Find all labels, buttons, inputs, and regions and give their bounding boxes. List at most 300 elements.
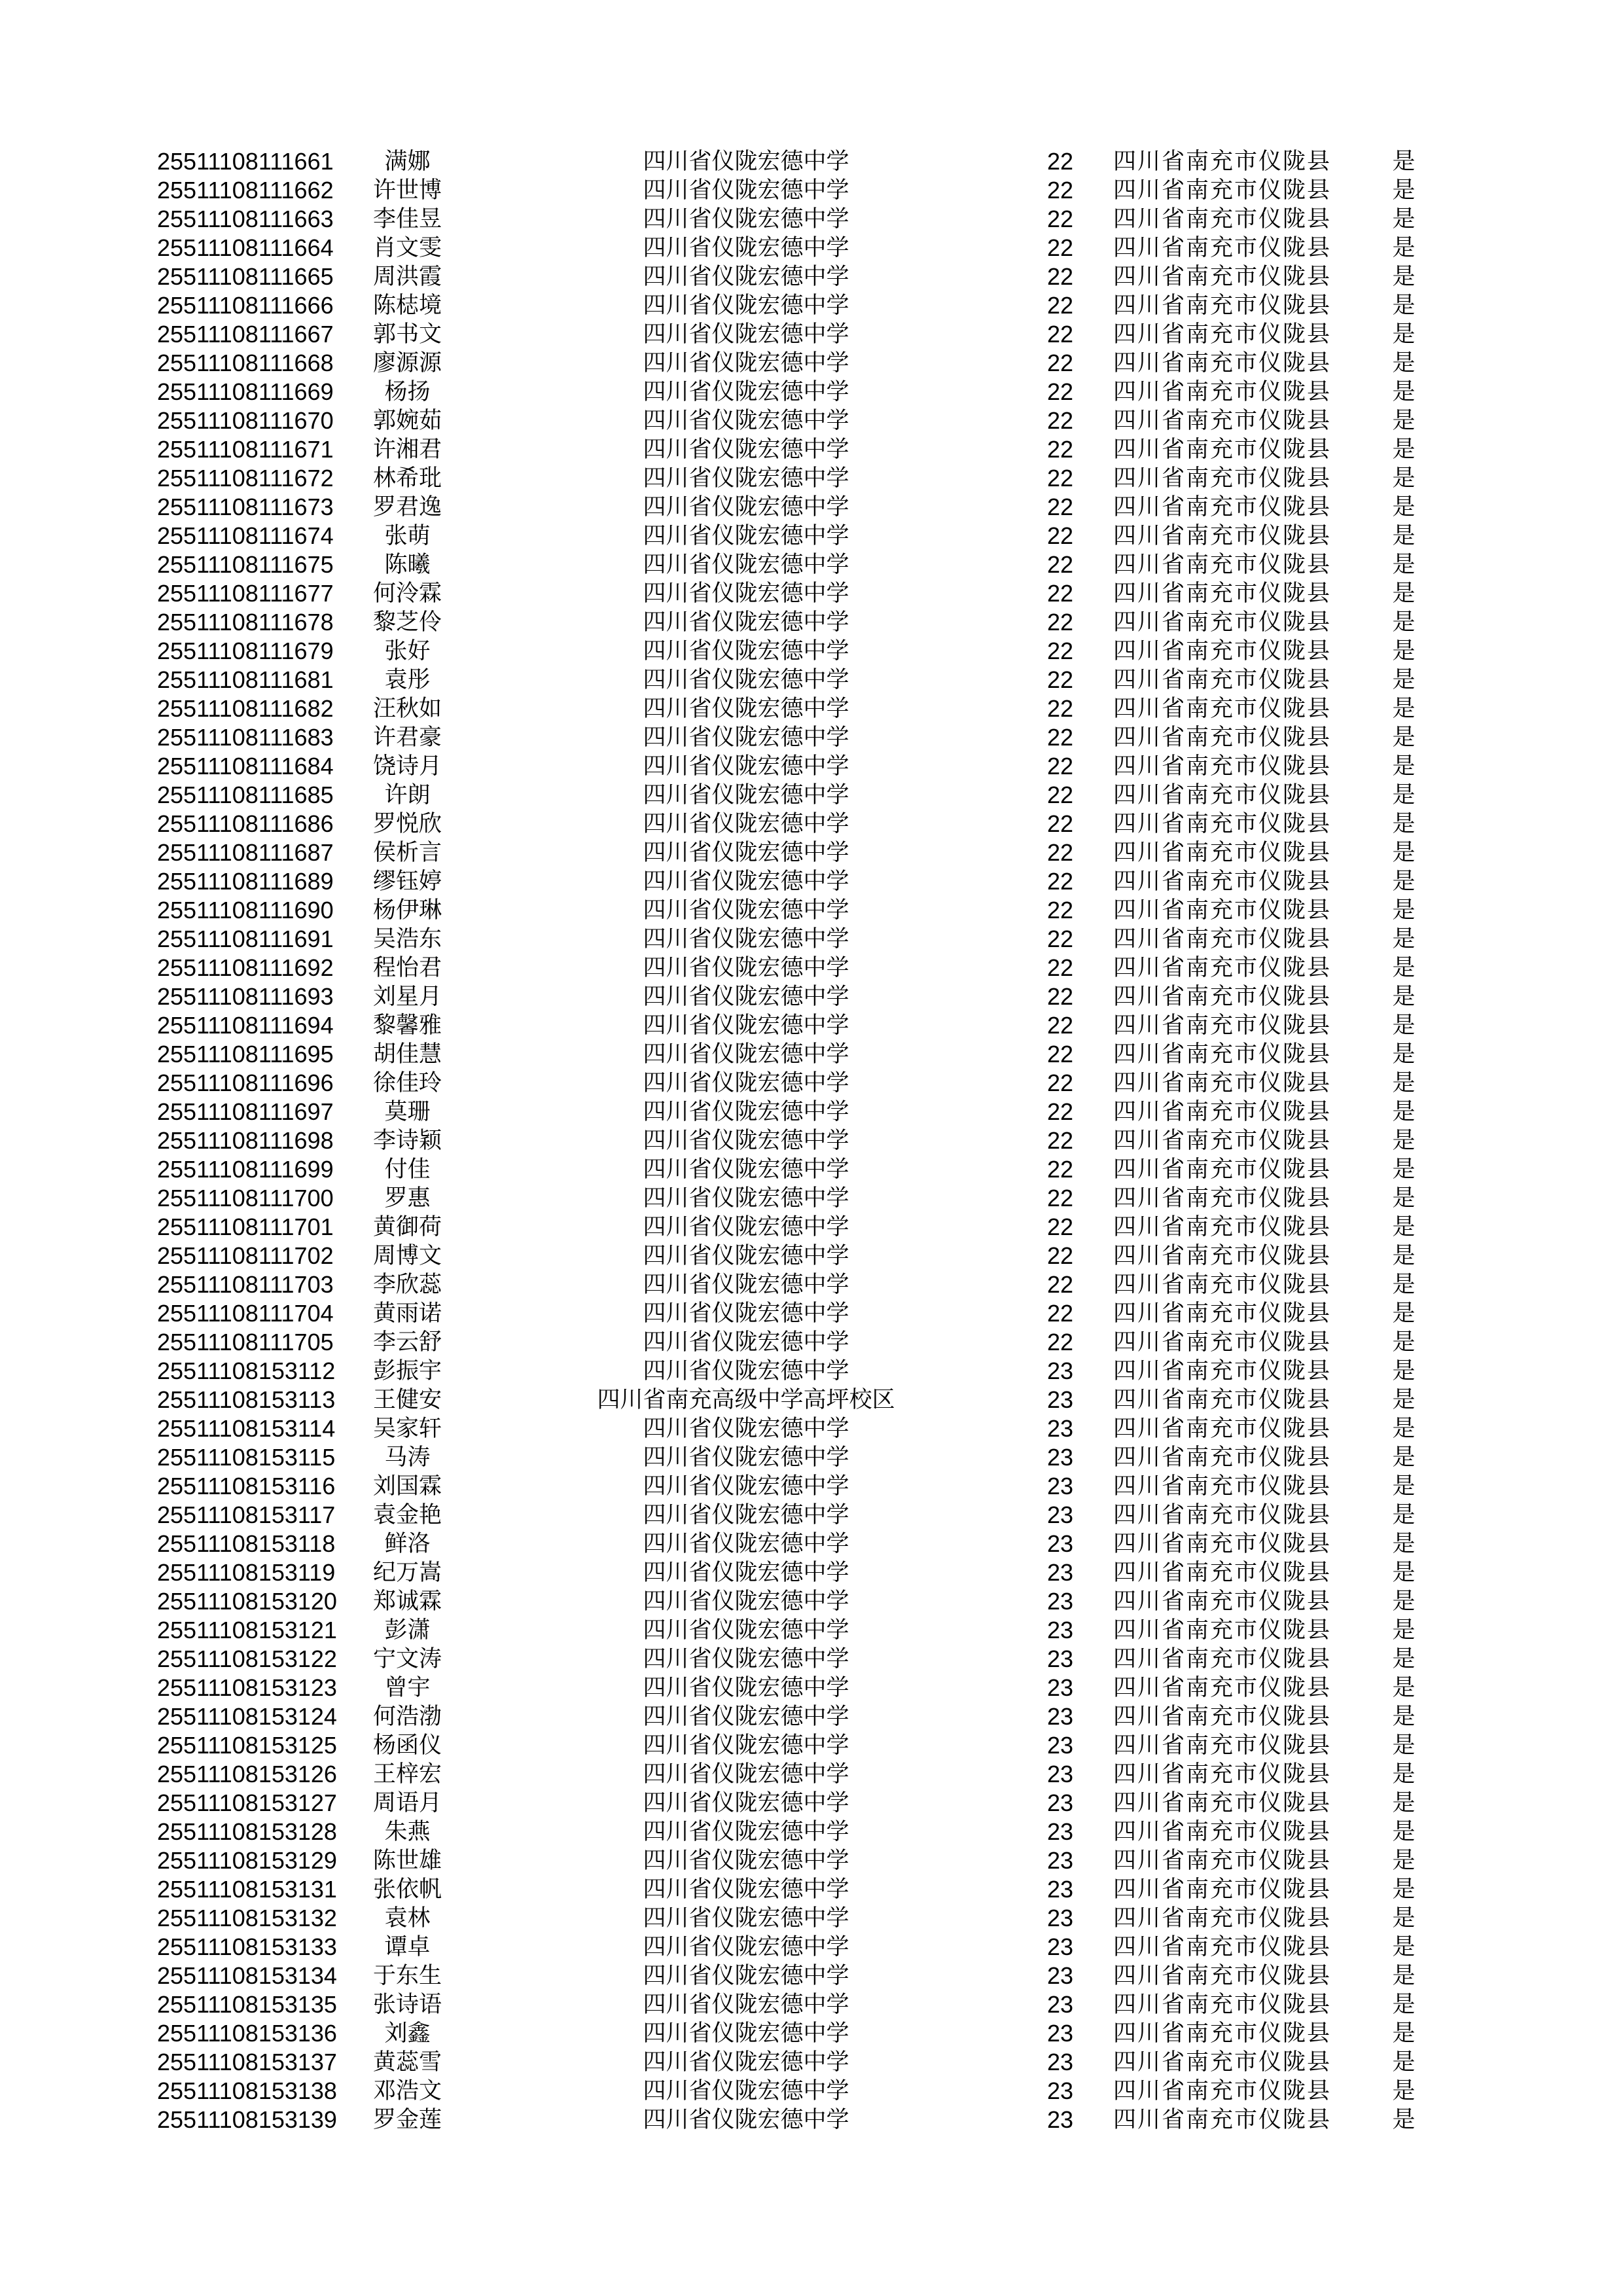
table-row bbox=[0, 1645, 1623, 1674]
student-name-cell: 杨扬 bbox=[384, 379, 431, 404]
table-row bbox=[0, 1558, 1623, 1587]
school-cell: 四川省仪陇宏德中学 bbox=[643, 1704, 849, 1729]
student-id-cell: 25511108153134 bbox=[157, 1962, 337, 1989]
group-number-cell: 23 bbox=[1046, 1761, 1074, 1787]
group-number-cell: 23 bbox=[1046, 2106, 1074, 2133]
table-row bbox=[0, 925, 1623, 954]
row-left-margin bbox=[0, 522, 157, 550]
group-number-cell: 22 bbox=[1046, 206, 1074, 232]
county-cell: 四川省南充市仪陇县 bbox=[1113, 1531, 1331, 1556]
table-row bbox=[0, 378, 1623, 406]
row-left-margin bbox=[0, 896, 157, 925]
row-left-margin bbox=[0, 1414, 157, 1443]
group-number-cell: 22 bbox=[1046, 321, 1074, 348]
school-cell: 四川省仪陇宏德中学 bbox=[643, 177, 849, 203]
student-id-cell: 25511108153123 bbox=[157, 1674, 337, 1701]
school-cell: 四川省仪陇宏德中学 bbox=[643, 725, 849, 750]
student-id-cell: 25511108111682 bbox=[157, 695, 334, 722]
county-cell: 四川省南充市仪陇县 bbox=[1113, 437, 1331, 462]
confirm-flag-cell: 是 bbox=[1392, 1992, 1416, 2017]
confirm-flag-cell: 是 bbox=[1392, 379, 1416, 404]
county-cell: 四川省南充市仪陇县 bbox=[1113, 696, 1331, 721]
group-number-cell: 22 bbox=[1046, 954, 1074, 981]
county-cell: 四川省南充市仪陇县 bbox=[1113, 1387, 1331, 1412]
county-cell: 四川省南充市仪陇县 bbox=[1113, 926, 1331, 952]
confirm-flag-cell: 是 bbox=[1392, 638, 1416, 664]
table-row bbox=[0, 2077, 1623, 2106]
table-row bbox=[0, 1789, 1623, 1818]
school-cell: 四川省仪陇宏德中学 bbox=[643, 1185, 849, 1211]
student-name-cell: 王梓宏 bbox=[372, 1761, 442, 1787]
student-id-cell: 25511108111686 bbox=[157, 810, 334, 837]
confirm-flag-cell: 是 bbox=[1392, 1963, 1416, 1988]
group-number-cell: 23 bbox=[1046, 1674, 1074, 1701]
row-left-margin bbox=[0, 1818, 157, 1846]
county-cell: 四川省南充市仪陇县 bbox=[1113, 465, 1331, 491]
row-left-margin bbox=[0, 2019, 157, 2048]
county-cell: 四川省南充市仪陇县 bbox=[1113, 1329, 1331, 1355]
group-number-cell: 22 bbox=[1046, 436, 1074, 463]
student-name-cell: 罗惠 bbox=[384, 1185, 431, 1211]
county-cell: 四川省南充市仪陇县 bbox=[1113, 206, 1331, 232]
student-name-cell: 黎馨雅 bbox=[372, 1013, 442, 1038]
confirm-flag-cell: 是 bbox=[1392, 264, 1416, 289]
group-number-cell: 23 bbox=[1046, 1933, 1074, 1960]
confirm-flag-cell: 是 bbox=[1392, 1272, 1416, 1297]
student-name-cell: 何浩渤 bbox=[372, 1704, 442, 1729]
county-cell: 四川省南充市仪陇县 bbox=[1113, 408, 1331, 433]
school-cell: 四川省仪陇宏德中学 bbox=[643, 869, 849, 894]
group-number-cell: 22 bbox=[1046, 1300, 1074, 1327]
county-cell: 四川省南充市仪陇县 bbox=[1113, 235, 1331, 260]
school-cell: 四川省仪陇宏德中学 bbox=[643, 1876, 849, 1902]
student-id-cell: 25511108111695 bbox=[157, 1041, 334, 1067]
school-cell: 四川省仪陇宏德中学 bbox=[643, 1560, 849, 1585]
school-cell: 四川省仪陇宏德中学 bbox=[643, 782, 849, 808]
student-name-cell: 许朗 bbox=[384, 782, 431, 808]
row-left-margin bbox=[0, 493, 157, 522]
confirm-flag-cell: 是 bbox=[1392, 321, 1416, 347]
group-number-cell: 22 bbox=[1046, 407, 1074, 434]
student-id-cell: 25511108111690 bbox=[157, 897, 334, 924]
row-left-margin bbox=[0, 147, 157, 176]
row-left-margin bbox=[0, 1011, 157, 1040]
county-cell: 四川省南充市仪陇县 bbox=[1113, 984, 1331, 1009]
table-row bbox=[0, 1270, 1623, 1299]
student-id-cell: 25511108111663 bbox=[157, 206, 334, 232]
school-cell: 四川省仪陇宏德中学 bbox=[643, 1790, 849, 1816]
county-cell: 四川省南充市仪陇县 bbox=[1113, 782, 1331, 808]
confirm-flag-cell: 是 bbox=[1392, 2078, 1416, 2104]
county-cell: 四川省南充市仪陇县 bbox=[1113, 523, 1331, 548]
table-row bbox=[0, 579, 1623, 608]
row-left-margin bbox=[0, 1846, 157, 1875]
confirm-flag-cell: 是 bbox=[1392, 465, 1416, 491]
table-row bbox=[0, 493, 1623, 522]
row-left-margin bbox=[0, 1184, 157, 1213]
county-cell: 四川省南充市仪陇县 bbox=[1113, 1761, 1331, 1787]
row-left-margin bbox=[0, 1501, 157, 1530]
student-name-cell: 饶诗月 bbox=[372, 753, 442, 779]
student-name-cell: 侯析言 bbox=[372, 840, 442, 865]
student-name-cell: 许君豪 bbox=[372, 725, 442, 750]
row-left-margin bbox=[0, 1069, 157, 1098]
student-id-cell: 25511108111694 bbox=[157, 1012, 334, 1039]
confirm-flag-cell: 是 bbox=[1392, 955, 1416, 980]
county-cell: 四川省南充市仪陇县 bbox=[1113, 581, 1331, 606]
confirm-flag-cell: 是 bbox=[1392, 667, 1416, 692]
row-left-margin bbox=[0, 723, 157, 752]
row-left-margin bbox=[0, 781, 157, 810]
group-number-cell: 22 bbox=[1046, 637, 1074, 664]
school-cell: 四川省仪陇宏德中学 bbox=[643, 638, 849, 664]
confirm-flag-cell: 是 bbox=[1392, 1560, 1416, 1585]
student-name-cell: 邓浩文 bbox=[372, 2078, 442, 2104]
student-id-cell: 25511108111698 bbox=[157, 1127, 334, 1154]
table-row bbox=[0, 1904, 1623, 1933]
table-row bbox=[0, 2019, 1623, 2048]
confirm-flag-cell: 是 bbox=[1392, 782, 1416, 808]
confirm-flag-cell: 是 bbox=[1392, 753, 1416, 779]
student-name-cell: 廖源源 bbox=[372, 350, 442, 376]
row-left-margin bbox=[0, 982, 157, 1011]
group-number-cell: 22 bbox=[1046, 781, 1074, 808]
county-cell: 四川省南充市仪陇县 bbox=[1113, 350, 1331, 376]
row-left-margin bbox=[0, 234, 157, 262]
school-cell: 四川省仪陇宏德中学 bbox=[643, 1819, 849, 1844]
group-number-cell: 22 bbox=[1046, 1185, 1074, 1211]
student-id-cell: 25511108111683 bbox=[157, 724, 334, 751]
student-id-cell: 25511108111685 bbox=[157, 781, 334, 808]
group-number-cell: 23 bbox=[1046, 1905, 1074, 1931]
table-row bbox=[0, 1098, 1623, 1126]
school-cell: 四川省仪陇宏德中学 bbox=[643, 379, 849, 404]
confirm-flag-cell: 是 bbox=[1392, 523, 1416, 548]
group-number-cell: 23 bbox=[1046, 1703, 1074, 1730]
table-row bbox=[0, 1040, 1623, 1069]
student-name-cell: 郭书文 bbox=[372, 321, 442, 347]
school-cell: 四川省仪陇宏德中学 bbox=[643, 2020, 849, 2046]
table-row bbox=[0, 291, 1623, 320]
student-id-cell: 25511108111661 bbox=[157, 148, 334, 175]
school-cell: 四川省仪陇宏德中学 bbox=[643, 1099, 849, 1124]
row-left-margin bbox=[0, 1443, 157, 1472]
confirm-flag-cell: 是 bbox=[1392, 581, 1416, 606]
student-name-cell: 许世博 bbox=[372, 177, 442, 203]
student-name-cell: 李欣蕊 bbox=[372, 1272, 442, 1297]
row-left-margin bbox=[0, 1328, 157, 1357]
table-row bbox=[0, 1299, 1623, 1328]
row-left-margin bbox=[0, 666, 157, 694]
row-left-margin bbox=[0, 176, 157, 205]
school-cell: 四川省仪陇宏德中学 bbox=[643, 321, 849, 347]
county-cell: 四川省南充市仪陇县 bbox=[1113, 753, 1331, 779]
row-left-margin bbox=[0, 1040, 157, 1069]
confirm-flag-cell: 是 bbox=[1392, 1300, 1416, 1326]
confirm-flag-cell: 是 bbox=[1392, 1243, 1416, 1268]
county-cell: 四川省南充市仪陇县 bbox=[1113, 1243, 1331, 1268]
row-left-margin bbox=[0, 1530, 157, 1558]
school-cell: 四川省仪陇宏德中学 bbox=[643, 2107, 849, 2132]
school-cell: 四川省仪陇宏德中学 bbox=[643, 408, 849, 433]
confirm-flag-cell: 是 bbox=[1392, 609, 1416, 635]
county-cell: 四川省南充市仪陇县 bbox=[1113, 1560, 1331, 1585]
row-left-margin bbox=[0, 1731, 157, 1760]
row-left-margin bbox=[0, 1357, 157, 1386]
student-id-cell: 25511108111705 bbox=[157, 1329, 334, 1355]
county-cell: 四川省南充市仪陇县 bbox=[1113, 1214, 1331, 1240]
confirm-flag-cell: 是 bbox=[1392, 1905, 1416, 1931]
row-left-margin bbox=[0, 1904, 157, 1933]
student-name-cell: 何泠霖 bbox=[372, 581, 442, 606]
student-name-cell: 黄御荷 bbox=[372, 1214, 442, 1240]
school-cell: 四川省仪陇宏德中学 bbox=[643, 523, 849, 548]
student-name-cell: 满娜 bbox=[384, 149, 431, 174]
group-number-cell: 22 bbox=[1046, 1329, 1074, 1355]
county-cell: 四川省南充市仪陇县 bbox=[1113, 1185, 1331, 1211]
student-id-cell: 25511108153120 bbox=[157, 1588, 337, 1615]
confirm-flag-cell: 是 bbox=[1392, 437, 1416, 462]
county-cell: 四川省南充市仪陇县 bbox=[1113, 2049, 1331, 2075]
student-id-cell: 25511108111672 bbox=[157, 465, 334, 492]
confirm-flag-cell: 是 bbox=[1392, 1675, 1416, 1700]
row-left-margin bbox=[0, 1702, 157, 1731]
confirm-flag-cell: 是 bbox=[1392, 1041, 1416, 1067]
row-left-margin bbox=[0, 637, 157, 666]
county-cell: 四川省南充市仪陇县 bbox=[1113, 321, 1331, 347]
confirm-flag-cell: 是 bbox=[1392, 1013, 1416, 1038]
student-id-cell: 25511108111678 bbox=[157, 609, 334, 636]
confirm-flag-cell: 是 bbox=[1392, 1617, 1416, 1643]
school-cell: 四川省仪陇宏德中学 bbox=[643, 1675, 849, 1700]
student-id-cell: 25511108111701 bbox=[157, 1213, 334, 1240]
student-id-cell: 25511108111674 bbox=[157, 522, 334, 549]
row-left-margin bbox=[0, 810, 157, 838]
row-left-margin bbox=[0, 1933, 157, 1962]
county-cell: 四川省南充市仪陇县 bbox=[1113, 149, 1331, 174]
student-id-cell: 25511108153118 bbox=[157, 1530, 336, 1557]
school-cell: 四川省仪陇宏德中学 bbox=[643, 2078, 849, 2104]
table-row bbox=[0, 1875, 1623, 1904]
group-number-cell: 22 bbox=[1046, 1242, 1074, 1269]
group-number-cell: 23 bbox=[1046, 1991, 1074, 2018]
student-id-cell: 25511108153114 bbox=[157, 1415, 336, 1442]
student-name-cell: 刘星月 bbox=[372, 984, 442, 1009]
table-row bbox=[0, 464, 1623, 493]
group-number-cell: 22 bbox=[1046, 263, 1074, 290]
confirm-flag-cell: 是 bbox=[1392, 1473, 1416, 1499]
table-row bbox=[0, 1414, 1623, 1443]
confirm-flag-cell: 是 bbox=[1392, 1819, 1416, 1844]
group-number-cell: 22 bbox=[1046, 1041, 1074, 1067]
student-name-cell: 程怡君 bbox=[372, 955, 442, 980]
student-id-cell: 25511108111666 bbox=[157, 292, 334, 319]
confirm-flag-cell: 是 bbox=[1392, 1070, 1416, 1096]
county-cell: 四川省南充市仪陇县 bbox=[1113, 177, 1331, 203]
group-number-cell: 22 bbox=[1046, 292, 1074, 319]
confirm-flag-cell: 是 bbox=[1392, 1387, 1416, 1412]
student-id-cell: 25511108111673 bbox=[157, 493, 334, 520]
school-cell: 四川省仪陇宏德中学 bbox=[643, 1358, 849, 1384]
group-number-cell: 22 bbox=[1046, 1098, 1074, 1125]
student-id-cell: 25511108111669 bbox=[157, 378, 334, 405]
school-cell: 四川省仪陇宏德中学 bbox=[643, 1992, 849, 2017]
student-id-cell: 25511108111699 bbox=[157, 1156, 334, 1183]
table-row bbox=[0, 1990, 1623, 2019]
student-id-cell: 25511108111689 bbox=[157, 868, 334, 895]
county-cell: 四川省南充市仪陇县 bbox=[1113, 955, 1331, 980]
student-id-cell: 25511108111675 bbox=[157, 551, 334, 578]
table-row bbox=[0, 176, 1623, 205]
county-cell: 四川省南充市仪陇县 bbox=[1113, 1617, 1331, 1643]
group-number-cell: 23 bbox=[1046, 1732, 1074, 1759]
group-number-cell: 22 bbox=[1046, 350, 1074, 376]
row-left-margin bbox=[0, 550, 157, 579]
student-name-cell: 彭潇 bbox=[384, 1617, 431, 1643]
group-number-cell: 23 bbox=[1046, 1386, 1074, 1413]
student-id-cell: 25511108153122 bbox=[157, 1645, 337, 1672]
county-cell: 四川省南充市仪陇县 bbox=[1113, 1070, 1331, 1096]
student-name-cell: 林希玭 bbox=[372, 465, 442, 491]
student-id-cell: 25511108111662 bbox=[157, 177, 334, 204]
student-name-cell: 彭振宇 bbox=[372, 1358, 442, 1384]
student-id-cell: 25511108153116 bbox=[157, 1473, 336, 1499]
county-cell: 四川省南充市仪陇县 bbox=[1113, 1041, 1331, 1067]
county-cell: 四川省南充市仪陇县 bbox=[1113, 2078, 1331, 2104]
group-number-cell: 23 bbox=[1046, 1847, 1074, 1874]
row-left-margin bbox=[0, 1587, 157, 1616]
county-cell: 四川省南充市仪陇县 bbox=[1113, 293, 1331, 318]
student-name-cell: 罗悦欣 bbox=[372, 811, 442, 836]
school-cell: 四川省仪陇宏德中学 bbox=[643, 1646, 849, 1672]
row-left-margin bbox=[0, 1789, 157, 1818]
group-number-cell: 23 bbox=[1046, 1818, 1074, 1845]
row-left-margin bbox=[0, 1674, 157, 1702]
county-cell: 四川省南充市仪陇县 bbox=[1113, 1963, 1331, 1988]
student-name-cell: 于东生 bbox=[372, 1963, 442, 1988]
school-cell: 四川省仪陇宏德中学 bbox=[643, 465, 849, 491]
student-name-cell: 胡佳慧 bbox=[372, 1041, 442, 1067]
confirm-flag-cell: 是 bbox=[1392, 1848, 1416, 1873]
student-id-cell: 25511108153137 bbox=[157, 2049, 337, 2075]
row-left-margin bbox=[0, 205, 157, 234]
row-left-margin bbox=[0, 1098, 157, 1126]
student-id-cell: 25511108111696 bbox=[157, 1069, 334, 1096]
student-id-cell: 25511108111681 bbox=[157, 666, 334, 693]
table-row bbox=[0, 406, 1623, 435]
group-number-cell: 23 bbox=[1046, 2077, 1074, 2104]
group-number-cell: 22 bbox=[1046, 1069, 1074, 1096]
student-id-cell: 25511108153135 bbox=[157, 1991, 337, 2018]
confirm-flag-cell: 是 bbox=[1392, 1416, 1416, 1441]
school-cell: 四川省仪陇宏德中学 bbox=[643, 1617, 849, 1643]
table-row bbox=[0, 1184, 1623, 1213]
table-row bbox=[0, 1213, 1623, 1242]
row-left-margin bbox=[0, 954, 157, 982]
row-left-margin bbox=[0, 1386, 157, 1414]
school-cell: 四川省仪陇宏德中学 bbox=[643, 552, 849, 577]
group-number-cell: 22 bbox=[1046, 724, 1074, 751]
table-row bbox=[0, 349, 1623, 378]
table-row bbox=[0, 810, 1623, 838]
row-left-margin bbox=[0, 2106, 157, 2134]
student-name-cell: 莫珊 bbox=[384, 1099, 431, 1124]
county-cell: 四川省南充市仪陇县 bbox=[1113, 897, 1331, 923]
school-cell: 四川省仪陇宏德中学 bbox=[643, 2049, 849, 2075]
confirm-flag-cell: 是 bbox=[1392, 811, 1416, 836]
row-left-margin bbox=[0, 1242, 157, 1270]
table-row bbox=[0, 1328, 1623, 1357]
row-left-margin bbox=[0, 925, 157, 954]
group-number-cell: 23 bbox=[1046, 1617, 1074, 1643]
confirm-flag-cell: 是 bbox=[1392, 1588, 1416, 1614]
county-cell: 四川省南充市仪陇县 bbox=[1113, 1905, 1331, 1931]
table-row bbox=[0, 867, 1623, 896]
row-left-margin bbox=[0, 320, 157, 349]
school-cell: 四川省仪陇宏德中学 bbox=[643, 667, 849, 692]
row-left-margin bbox=[0, 1270, 157, 1299]
student-name-cell: 鲜洛 bbox=[384, 1531, 431, 1556]
county-cell: 四川省南充市仪陇县 bbox=[1113, 1300, 1331, 1326]
school-cell: 四川省仪陇宏德中学 bbox=[643, 581, 849, 606]
group-number-cell: 22 bbox=[1046, 1213, 1074, 1240]
school-cell: 四川省仪陇宏德中学 bbox=[643, 437, 849, 462]
table-row bbox=[0, 1443, 1623, 1472]
table-row bbox=[0, 752, 1623, 781]
county-cell: 四川省南充市仪陇县 bbox=[1113, 840, 1331, 865]
confirm-flag-cell: 是 bbox=[1392, 350, 1416, 376]
group-number-cell: 22 bbox=[1046, 465, 1074, 492]
school-cell: 四川省仪陇宏德中学 bbox=[643, 1272, 849, 1297]
student-name-cell: 陈曦 bbox=[384, 552, 431, 577]
table-row bbox=[0, 1962, 1623, 1990]
confirm-flag-cell: 是 bbox=[1392, 1761, 1416, 1787]
student-name-cell: 吴浩东 bbox=[372, 926, 442, 952]
table-row bbox=[0, 1674, 1623, 1702]
school-cell: 四川省仪陇宏德中学 bbox=[643, 206, 849, 232]
student-name-cell: 周博文 bbox=[372, 1243, 442, 1268]
row-left-margin bbox=[0, 291, 157, 320]
row-left-margin bbox=[0, 608, 157, 637]
student-name-cell: 郭婉茹 bbox=[372, 408, 442, 433]
school-cell: 四川省仪陇宏德中学 bbox=[643, 264, 849, 289]
row-left-margin bbox=[0, 1126, 157, 1155]
table-row bbox=[0, 982, 1623, 1011]
student-name-cell: 张依帆 bbox=[372, 1876, 442, 1902]
student-name-cell: 李云舒 bbox=[372, 1329, 442, 1355]
table-row bbox=[0, 1587, 1623, 1616]
table-row bbox=[0, 2048, 1623, 2077]
group-number-cell: 23 bbox=[1046, 1473, 1074, 1499]
row-left-margin bbox=[0, 2048, 157, 2077]
table-row bbox=[0, 1126, 1623, 1155]
group-number-cell: 22 bbox=[1046, 810, 1074, 837]
county-cell: 四川省南充市仪陇县 bbox=[1113, 2107, 1331, 2132]
student-id-cell: 25511108153128 bbox=[157, 1818, 337, 1845]
school-cell: 四川省仪陇宏德中学 bbox=[643, 1013, 849, 1038]
group-number-cell: 22 bbox=[1046, 378, 1074, 405]
student-name-cell: 许湘君 bbox=[372, 437, 442, 462]
county-cell: 四川省南充市仪陇县 bbox=[1113, 1704, 1331, 1729]
confirm-flag-cell: 是 bbox=[1392, 1646, 1416, 1672]
student-name-cell: 周洪霞 bbox=[372, 264, 442, 289]
confirm-flag-cell: 是 bbox=[1392, 725, 1416, 750]
table-row bbox=[0, 1472, 1623, 1501]
student-id-cell: 25511108111668 bbox=[157, 350, 334, 376]
school-cell: 四川省仪陇宏德中学 bbox=[643, 1416, 849, 1441]
confirm-flag-cell: 是 bbox=[1392, 1128, 1416, 1153]
row-left-margin bbox=[0, 378, 157, 406]
